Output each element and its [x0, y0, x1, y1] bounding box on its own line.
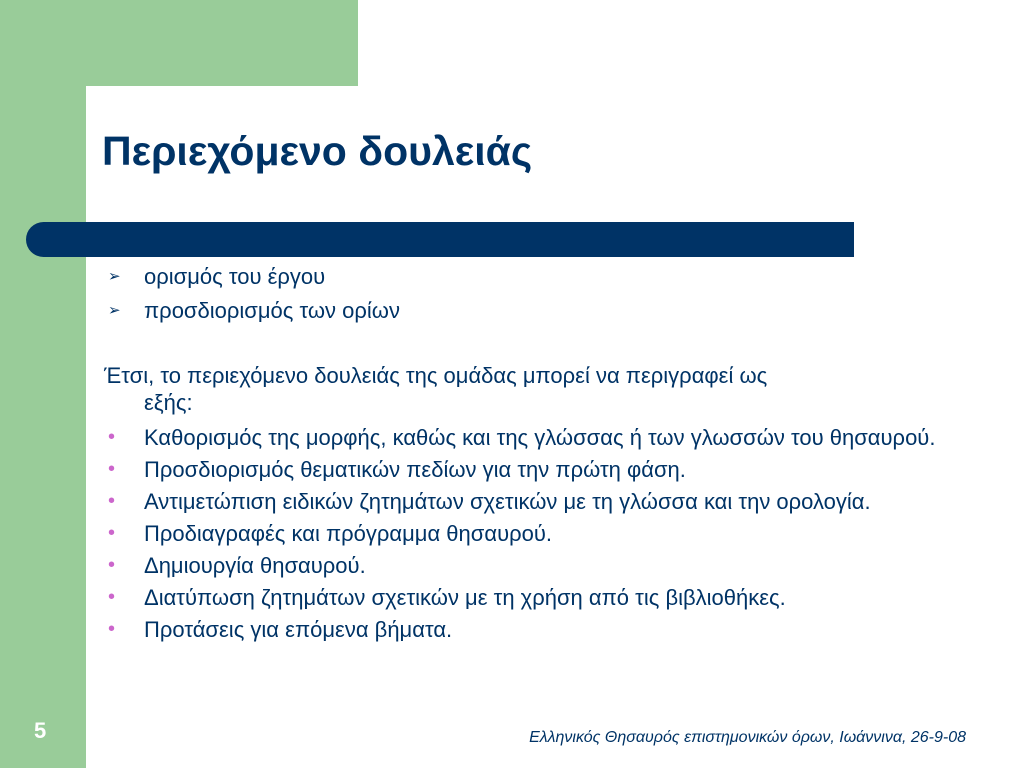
bullet-text: Καθορισμός της μορφής, καθώς και της γλώσσας ή των γλωσσών του θησαυρού. [144, 425, 936, 450]
bullet-item [104, 424, 984, 451]
slide-title: Περιεχόμενο δουλειάς [102, 128, 533, 174]
bullet-dot-icon: • [108, 618, 116, 640]
bullet-text: Αντιμετώπιση ειδικών ζητημάτων σχετικών με τη γλώσσα και την ορολογία. [144, 489, 871, 514]
bullet-dot-icon: • [108, 554, 116, 576]
footer-text: Ελληνικός Θησαυρός επιστημονικών όρων, Ιωάννινα, 26-9-08 [529, 729, 966, 746]
arrow-list-item [104, 294, 984, 328]
intro-paragraph [104, 362, 980, 416]
bullet-list [104, 424, 984, 648]
bullet-item [104, 456, 984, 483]
bullet-dot-icon: • [108, 426, 116, 448]
bullet-item [104, 520, 984, 547]
arrow-bullet-icon: ➢ [108, 302, 121, 319]
bullet-item [104, 616, 984, 643]
bullet-dot-icon: • [108, 586, 116, 608]
arrow-item-text: ορισμός του έργου [144, 264, 326, 289]
bullet-dot-icon: • [108, 490, 116, 512]
bullet-item [104, 552, 984, 579]
green-side-band [0, 0, 86, 768]
arrow-list-item [104, 260, 984, 294]
bullet-text: Προδιαγραφές και πρόγραμμα θησαυρού. [144, 521, 552, 546]
arrow-list [104, 260, 984, 328]
page-number: 5 [34, 718, 47, 743]
bullet-text: Δημιουργία θησαυρού. [144, 553, 366, 578]
bullet-dot-icon: • [108, 458, 116, 480]
bullet-item [104, 584, 984, 611]
intro-line-1: Έτσι, το περιεχόμενο δουλειάς της ομάδας μπορεί να περιγραφεί ως [104, 363, 768, 388]
bullet-dot-icon: • [108, 522, 116, 544]
arrow-bullet-icon: ➢ [108, 268, 121, 285]
arrow-item-text: προσδιορισμός των ορίων [144, 298, 400, 323]
bullet-text: Διατύπωση ζητημάτων σχετικών με τη χρήση από τις βιβλιοθήκες. [144, 585, 786, 610]
bullet-text: Προτάσεις για επόμενα βήματα. [144, 617, 453, 642]
bullet-item [104, 488, 984, 515]
intro-line-2: εξής: [144, 390, 193, 415]
bullet-text: Προσδιορισμός θεματικών πεδίων για την πρώτη φάση. [144, 457, 686, 482]
green-top-band [0, 0, 358, 86]
title-divider-bar [26, 222, 854, 257]
